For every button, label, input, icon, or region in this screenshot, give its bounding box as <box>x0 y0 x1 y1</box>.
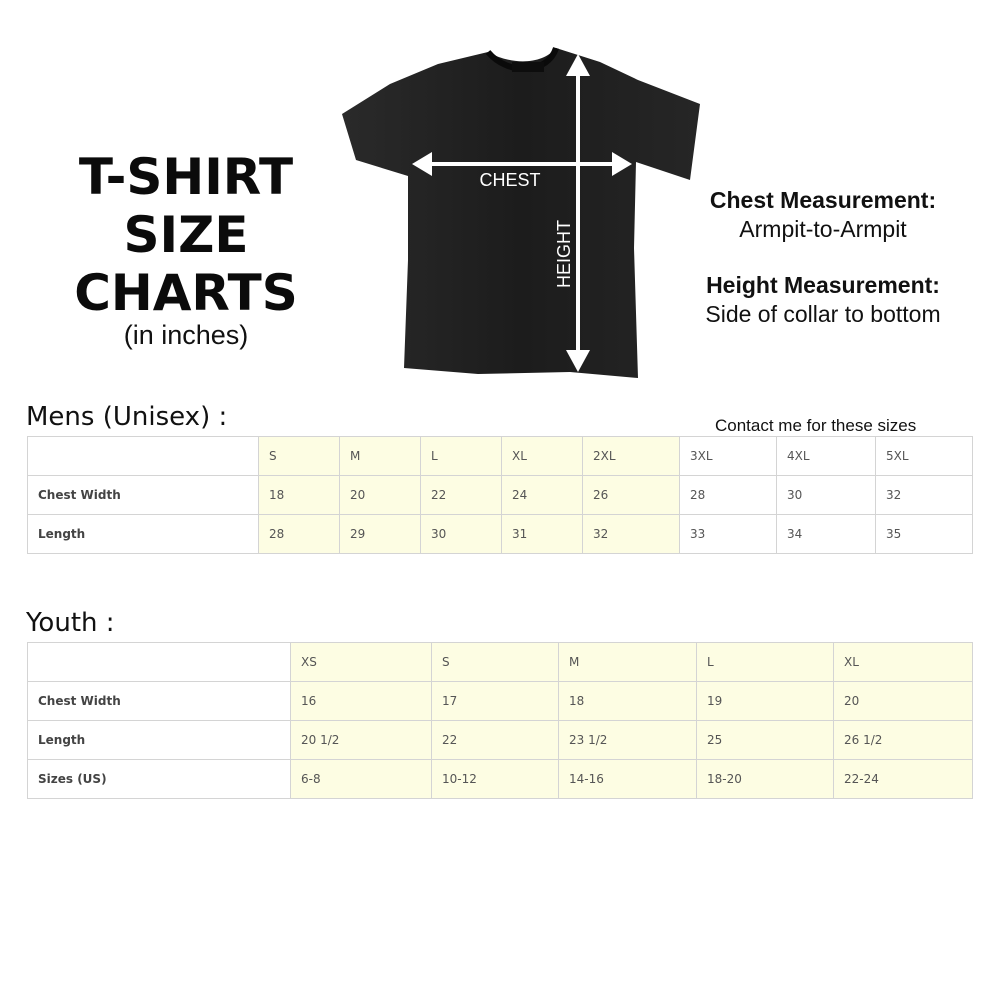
table-corner-cell <box>28 643 291 682</box>
size-header-cell: XS <box>291 643 432 682</box>
row-label: Chest Width <box>28 476 259 515</box>
size-header-cell: M <box>340 437 421 476</box>
size-header-cell: 5XL <box>876 437 973 476</box>
table-cell: 22 <box>432 721 559 760</box>
table-cell: 31 <box>502 515 583 554</box>
table-cell: 18 <box>559 682 697 721</box>
table-row <box>28 721 973 760</box>
table-cell: 28 <box>259 515 340 554</box>
table-cell: 19 <box>697 682 834 721</box>
chest-measurement-text: Armpit-to-Armpit <box>739 216 907 242</box>
size-header-cell: 4XL <box>777 437 876 476</box>
contact-note: Contact me for these sizes <box>715 416 917 435</box>
table-cell: 6-8 <box>291 760 432 799</box>
table-cell: 10-12 <box>432 760 559 799</box>
height-measurement-text: Side of collar to bottom <box>705 301 941 327</box>
table-cell: 30 <box>421 515 502 554</box>
table-row <box>28 476 973 515</box>
table-cell: 29 <box>340 515 421 554</box>
youth-heading: Youth : <box>26 608 115 638</box>
size-header-cell: 2XL <box>583 437 680 476</box>
table-cell: 33 <box>680 515 777 554</box>
table-cell: 16 <box>291 682 432 721</box>
size-header-cell: M <box>559 643 697 682</box>
tshirt-illustration <box>338 42 704 382</box>
size-header-cell: S <box>259 437 340 476</box>
table-cell: 26 1/2 <box>834 721 973 760</box>
table-cell: 25 <box>697 721 834 760</box>
row-label: Chest Width <box>28 682 291 721</box>
table-cell: 23 1/2 <box>559 721 697 760</box>
title-line-2: SIZE <box>123 206 249 264</box>
table-cell: 35 <box>876 515 973 554</box>
page-title <box>40 148 332 350</box>
table-cell: 18-20 <box>697 760 834 799</box>
table-cell: 14-16 <box>559 760 697 799</box>
row-label: Length <box>28 721 291 760</box>
size-header-cell: XL <box>502 437 583 476</box>
chest-label: CHEST <box>479 170 541 190</box>
table-cell: 20 1/2 <box>291 721 432 760</box>
table-cell: 20 <box>340 476 421 515</box>
table-cell: 28 <box>680 476 777 515</box>
title-line-3: CHARTS <box>74 264 298 322</box>
tshirt-diagram <box>338 42 704 382</box>
tshirt-shape <box>342 48 700 378</box>
table-corner-cell <box>28 437 259 476</box>
table-cell: 26 <box>583 476 680 515</box>
table-cell: 20 <box>834 682 973 721</box>
size-header-cell: L <box>697 643 834 682</box>
chest-measurement-heading: Chest Measurement: <box>709 187 937 213</box>
title-line-1: T-SHIRT <box>78 148 294 206</box>
title-subtitle: (in inches) <box>123 320 249 350</box>
measurement-notes <box>680 186 966 328</box>
height-label: HEIGHT <box>554 219 574 289</box>
table-header-row <box>28 437 973 476</box>
table-cell: 22-24 <box>834 760 973 799</box>
table-cell: 32 <box>583 515 680 554</box>
table-row <box>28 515 973 554</box>
table-cell: 17 <box>432 682 559 721</box>
size-header-cell: XL <box>834 643 973 682</box>
collar-tag <box>512 62 544 72</box>
table-cell: 24 <box>502 476 583 515</box>
size-header-cell: 3XL <box>680 437 777 476</box>
mens-heading: Mens (Unisex) : <box>26 402 228 432</box>
table-row <box>28 760 973 799</box>
row-label: Sizes (US) <box>28 760 291 799</box>
table-row <box>28 682 973 721</box>
table-cell: 32 <box>876 476 973 515</box>
table-header-row <box>28 643 973 682</box>
table-cell: 30 <box>777 476 876 515</box>
table-cell: 22 <box>421 476 502 515</box>
row-label: Length <box>28 515 259 554</box>
table-cell: 34 <box>777 515 876 554</box>
table-cell: 18 <box>259 476 340 515</box>
youth-size-table <box>27 642 973 799</box>
size-header-cell: S <box>432 643 559 682</box>
size-header-cell: L <box>421 437 502 476</box>
height-measurement-heading: Height Measurement: <box>706 272 940 298</box>
mens-size-table <box>27 436 973 554</box>
